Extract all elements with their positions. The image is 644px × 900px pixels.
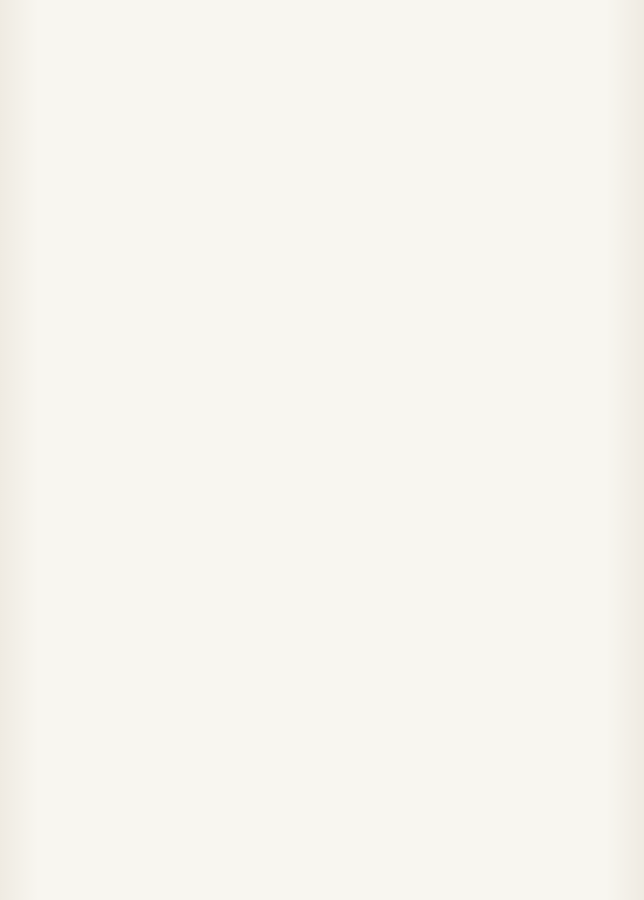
text-body <box>52 55 608 58</box>
page-header <box>40 20 604 52</box>
